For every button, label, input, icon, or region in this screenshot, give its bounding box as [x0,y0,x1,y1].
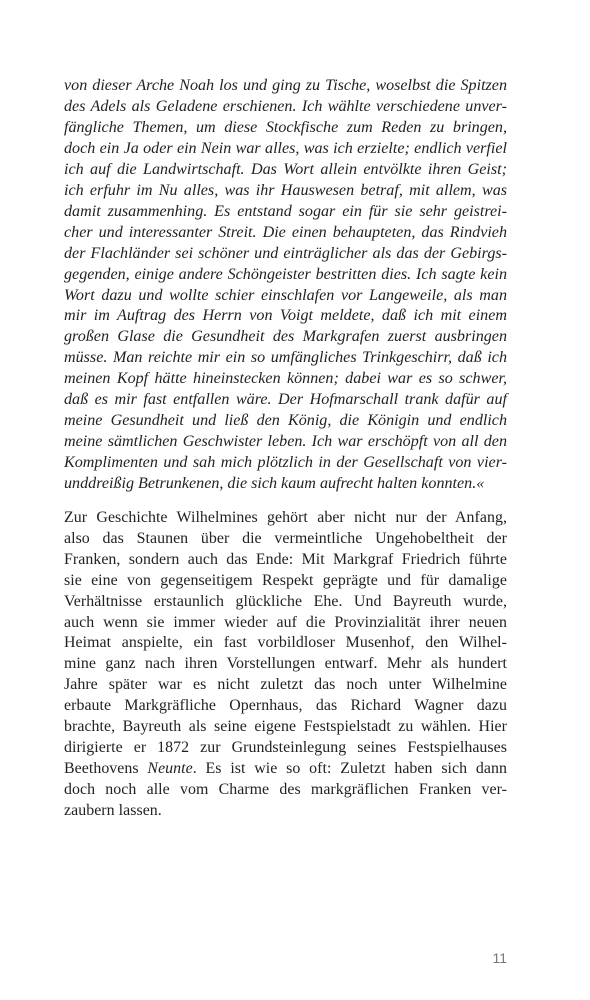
body-line: Franken, sondern auch das Ende: Mit Markgraf Friedrich führte [64,550,507,568]
body-line: Zur Geschichte Wilhelmines gehört aber nicht nur der Anfang, [64,509,507,526]
quote-line: Wort dazu und wollte schier einschlafen vor Langeweile, als man [64,286,507,304]
quote-line: meine sämtlichen Geschwister leben. Ich war erschöpft von all den [64,433,507,451]
quote-line: Komplimenten und sah mich plötzlich in der Gesellschaft von vier- [64,454,507,472]
body-line: doch noch alle vom Charme des markgräflichen Franken ver- [64,780,507,798]
body-line: brachte, Bayreuth als seine eigene Festspielstadt zu wählen. Hier [64,718,507,736]
quote-line: doch ein Ja oder ein Nein war alles, was ich erzielte; endlich verfiel [64,139,507,157]
body-line: Heimat anspielte, ein fast vorbildloser Musenhof, den Wilhel- [64,634,507,652]
body-line: dirigierte er 1872 zur Grundsteinlegung seines Festspielhauses [64,738,507,756]
italic-title: Neunte [147,759,193,777]
quote-line: großen Glase die Gesundheit des Markgrafen zuerst ausbringen [64,328,507,346]
body-paragraph [64,508,507,822]
quote-line: meine Gesundheit und ließ den König, die Königin und endlich [64,412,507,430]
page-number: 11 [492,950,507,966]
quote-line: unddreißig Betrunkenen, die sich kaum aufrecht halten konnten.« [64,475,485,493]
body-line: Jahre später war es nicht zuletzt das noch unter Wilhelmine [64,676,507,694]
quote-line: meinen Kopf hätte hineinstecken können; dabei war es so schwer, [64,370,507,388]
quote-line: mir im Auftrag des Herrn von Voigt meldete, daß ich mit einem [64,307,507,325]
quote-line: cher und interessanter Streit. Die einen behaupteten, das Rindvieh [64,223,507,241]
body-line: auch wenn sie immer wieder auf die Provinzialität ihrer neuen [64,613,507,631]
body-line: mine ganz nach ihren Vorstellungen entwarf. Mehr als hundert [64,655,507,673]
quote-line: müsse. Man reichte mir ein so umfängliches Trinkgeschirr, daß ich [64,349,507,367]
quote-line: des Adels als Geladene erschienen. Ich wählte verschiedene unver- [64,97,507,115]
quote-line: von dieser Arche Noah los und ging zu Tische, woselbst die Spitzen [64,77,507,94]
quote-line: ich auf die Landwirtschaft. Das Wort allein entvölkte ihren Geist; [64,160,507,178]
quote-line: ich erfuhr im Nu alles, was ihr Hauswesen betraf, mit allem, was [64,181,507,199]
quote-line: gegenden, einige andere Schöngeister bestritten dies. Ich sagte kein [64,265,507,283]
body-line: also das Staunen über die vermeintliche Ungehobeltheit der [64,529,507,547]
quote-line: damit zusammenhing. Es entstand sogar ein für sie sehr geistrei- [64,202,507,220]
body-line: erbaute Markgräfliche Opernhaus, das Richard Wagner dazu [64,697,507,715]
quote-line: der Flachländer sei schöner und einträglicher als das der Gebirgs- [64,244,507,262]
body-line: zaubern lassen. [64,801,162,819]
quote-line: fängliche Themen, um diese Stockfische zum Reden zu bringen, [64,118,507,136]
quote-line: daß es mir fast entfallen wäre. Der Hofmarschall trank dafür auf [64,391,507,409]
body-line: Beethovens Neunte. Es ist wie so oft: Zuletzt haben sich dann [64,759,507,777]
body-line: Verhältnisse erstaunlich glückliche Ehe. Und Bayreuth wurde, [64,592,507,610]
body-line: sie eine von gegenseitigem Respekt geprägte und für damalige [64,571,507,589]
quoted-passage [64,76,507,495]
